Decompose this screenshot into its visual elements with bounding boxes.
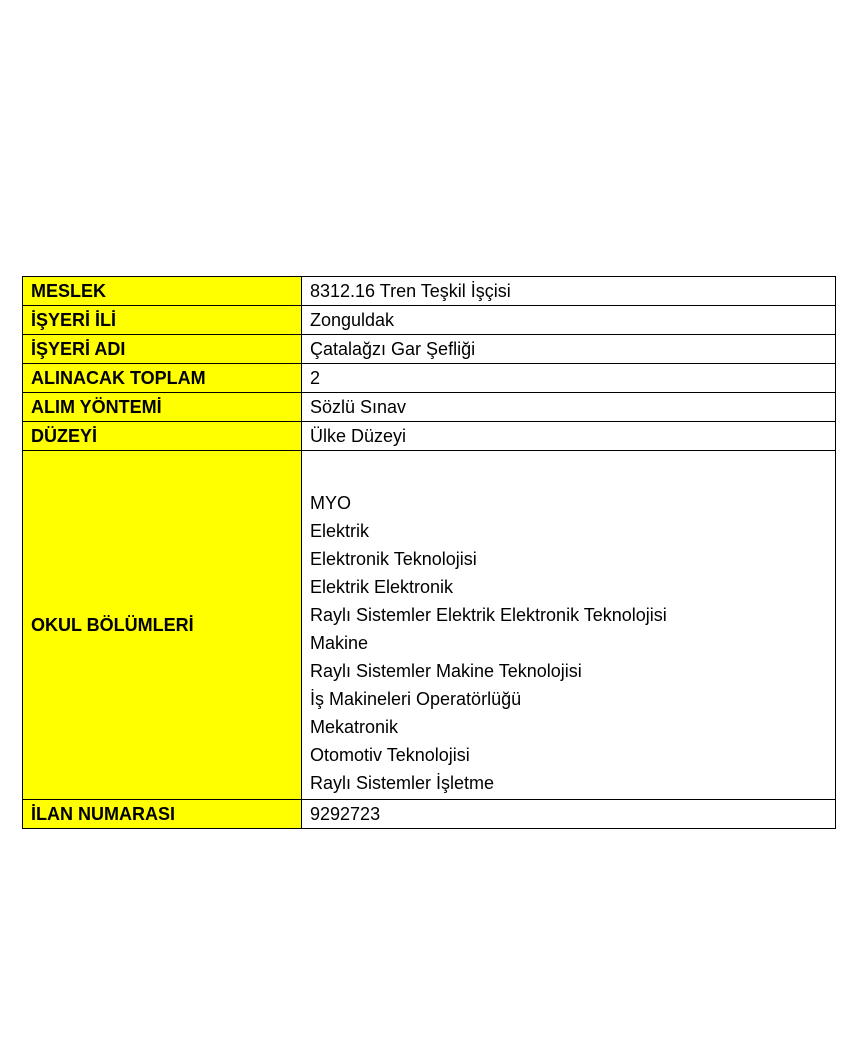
row-label: DÜZEYİ: [23, 422, 302, 451]
department-item: Raylı Sistemler Elektrik Elektronik Teknolojisi: [310, 605, 667, 625]
table-row-listing-number: [23, 800, 836, 829]
job-listing-table: [22, 276, 836, 829]
row-value: Ülke Düzeyi: [302, 422, 836, 451]
row-value: Sözlü Sınav: [302, 393, 836, 422]
row-value: 8312.16 Tren Teşkil İşçisi: [302, 277, 836, 306]
row-label: MESLEK: [23, 277, 302, 306]
row-value: 9292723: [302, 800, 836, 829]
table-row-workplace-name: [23, 335, 836, 364]
department-item: Raylı Sistemler İşletme: [310, 773, 495, 793]
row-value: 2: [302, 364, 836, 393]
table-row-workplace-province: [23, 306, 836, 335]
department-item: Makine: [310, 633, 369, 653]
department-item: Elektrik Elektronik: [310, 577, 454, 597]
row-value: Zonguldak: [302, 306, 836, 335]
department-item: Elektrik: [310, 521, 370, 541]
department-item: Raylı Sistemler Makine Teknolojisi: [310, 661, 582, 681]
row-label: ALINACAK TOPLAM: [23, 364, 302, 393]
row-label: İLAN NUMARASI: [23, 800, 302, 829]
department-list: [302, 451, 836, 800]
department-item: MYO: [310, 493, 352, 513]
row-label: İŞYERİ İLİ: [23, 306, 302, 335]
row-label: İŞYERİ ADI: [23, 335, 302, 364]
table-row-school-departments: [23, 451, 836, 800]
department-item: İş Makineleri Operatörlüğü: [310, 689, 522, 709]
row-label: ALIM YÖNTEMİ: [23, 393, 302, 422]
table-row-hiring-method: [23, 393, 836, 422]
table-row-occupation: [23, 277, 836, 306]
department-item: Otomotiv Teknolojisi: [310, 745, 470, 765]
row-label: OKUL BÖLÜMLERİ: [23, 451, 302, 800]
row-value: Çatalağzı Gar Şefliği: [302, 335, 836, 364]
table-row-total-hires: [23, 364, 836, 393]
table-row-level: [23, 422, 836, 451]
department-item: Elektronik Teknolojisi: [310, 549, 477, 569]
department-item: Mekatronik: [310, 717, 399, 737]
